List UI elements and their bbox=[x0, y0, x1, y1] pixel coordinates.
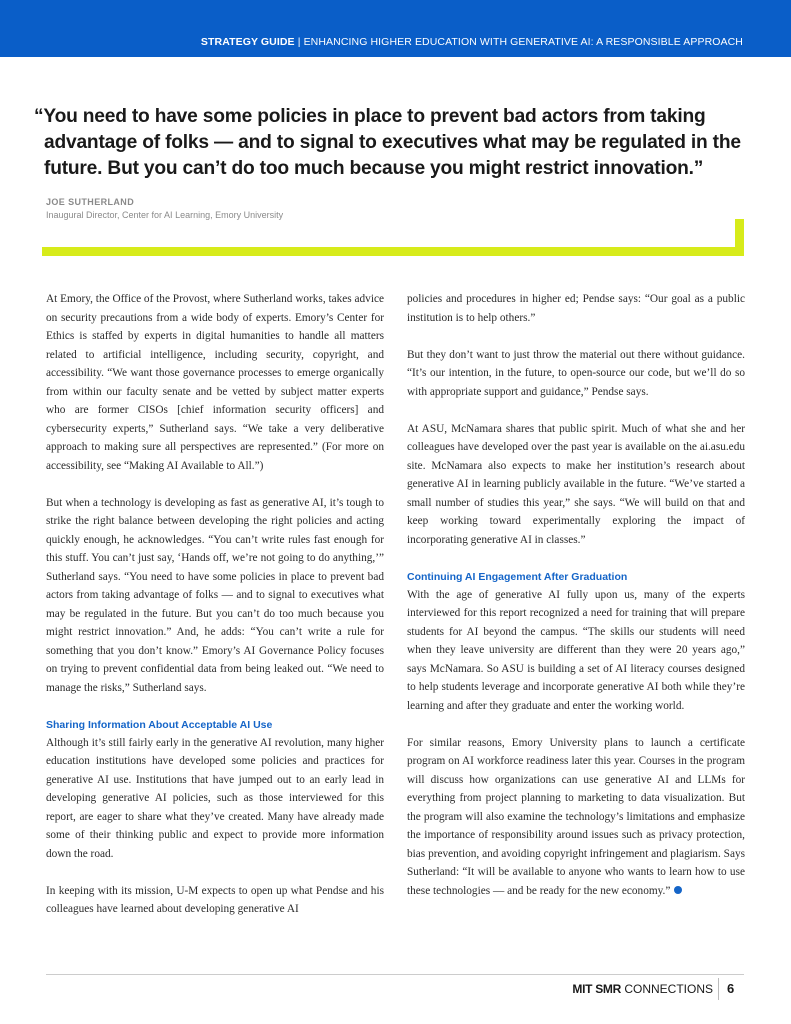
paragraph: At ASU, McNamara shares that public spirit. Much of what she and her colleagues have developed over the past year is available on the ai.asu.edu site. McNamara also expects to make her institution’s research about generative AI in learning publicly available in the future. “We’ve started a small number of studies this year,” she says. “We will build on that and keep working toward experimentally exploring the impact of incorporating generative AI in classes.” bbox=[407, 422, 745, 546]
paragraph-final bbox=[407, 734, 745, 901]
left-column bbox=[46, 290, 384, 937]
brand-rest: CONNECTIONS bbox=[624, 982, 713, 996]
section-heading: Sharing Information About Acceptable AI Use bbox=[46, 718, 273, 731]
footer-brand bbox=[572, 982, 713, 996]
pull-quote: “You need to have some policies in place to prevent bad actors from taking advantage of folks — and to signal to executives what may be regulated in the future. But you can’t do too much because you might restrict innovation.” bbox=[34, 106, 741, 179]
quote-attribution-name: JOE SUTHERLAND bbox=[46, 197, 135, 207]
quote-attribution-title: Inaugural Director, Center for AI Learning, Emory University bbox=[46, 210, 284, 220]
right-column bbox=[407, 290, 745, 919]
footer-separator bbox=[718, 978, 719, 1000]
header-title bbox=[201, 36, 743, 48]
guide-title: ENHANCING HIGHER EDUCATION WITH GENERATIVE AI: A RESPONSIBLE APPROACH bbox=[303, 36, 743, 48]
guide-label: STRATEGY GUIDE bbox=[200, 36, 295, 48]
page-number: 6 bbox=[727, 981, 735, 996]
section-heading: Continuing AI Engagement After Graduation bbox=[407, 570, 628, 583]
paragraph: At Emory, the Office of the Provost, where Sutherland works, takes advice on security precautions from a wide body of experts. Emory’s Center for Ethics is staffed by experts in digital humanities to handle all matters related to artificial intelligence, including security, copyright, and accessibility. “We want those governance processes to emerge organically from within our faculty senate and be vetted by subject matter experts who are former CISOs [chief information security officers] and cybersecurity experts,” Sutherland says. “We take a very deliberative approach to making sure all perspectives are represented.” (For more on accessibility, see “Making AI Available to All.”) bbox=[46, 293, 384, 472]
accent-bracket-horizontal bbox=[42, 247, 744, 256]
paragraph: But when a technology is developing as fast as generative AI, it’s tough to strike the right balance between developing the right policies and acting quickly enough, he acknowledges. “You can’t write rules fast enough for this stuff. You can’t just say, ‘Hands off, we’re not going to do anything,’” Sutherland says. “You need to have some policies in place to prevent bad actors from taking advantage of folks — and to signal to executives what may be regulated in the future. But you can’t do too much because you might restrict innovation.” And, he adds: “You can’t write a rule for something that you don’t know.” Emory’s AI Governance Policy focuses on trying to prevent confidential data from being leaked out. “We need to manage the risks,” Sutherland says. bbox=[46, 496, 384, 694]
end-mark-icon bbox=[674, 886, 682, 894]
paragraph: Although it’s still fairly early in the generative AI revolution, many higher education institutions have developed some policies and practices for generative AI use. Institutions that have jumped out to an early lead in developing generative AI policies, such as those interviewed for this report, are eager to share what they’ve created. Many have already made some of their thinking public and expect to provide more information down the road. bbox=[46, 736, 384, 860]
paragraph: In keeping with its mission, U-M expects to open up what Pendse and his colleagues have learned about developing generative AI bbox=[46, 884, 384, 915]
paragraph: With the age of generative AI fully upon us, many of the experts interviewed for this report recognized a need for training that will prepare students for AI beyond the campus. “The skills our students will need when they leave university are different than they were 20 years ago,” says McNamara. So ASU is building a set of AI literacy courses designed to help students leverage and incorporate generative AI both while they’re learning and after they graduate and enter the working world. bbox=[407, 588, 745, 712]
paragraph-final-text: For similar reasons, Emory University plans to launch a certificate program on AI workforce readiness later this year. Courses in the program will discuss how organizations can use generative AI and LLMs for everything from project planning to marketing to data visualization. But the program will also examine the technology’s limitations and emphasize the importance of responsibility around issues such as privacy protection, bias prevention, and avoiding copyright infringement and plagiarism. Says Sutherland: “It will be available to anyone who wants to learn how to use these technologies — and be ready for the new economy.” bbox=[407, 736, 745, 897]
brand-bold: MIT SMR bbox=[572, 982, 621, 996]
footer-rule bbox=[46, 974, 744, 975]
paragraph: But they don’t want to just throw the material out there without guidance. “It’s our intention, in the future, to open-source our code, but we’ll do so with appropriate support and guidance,” Pendse says. bbox=[407, 348, 745, 398]
paragraph: policies and procedures in higher ed; Pendse says: “Our goal as a public institution is to help others.” bbox=[407, 293, 745, 324]
header-separator: | bbox=[297, 36, 301, 48]
header-bar bbox=[0, 0, 791, 57]
